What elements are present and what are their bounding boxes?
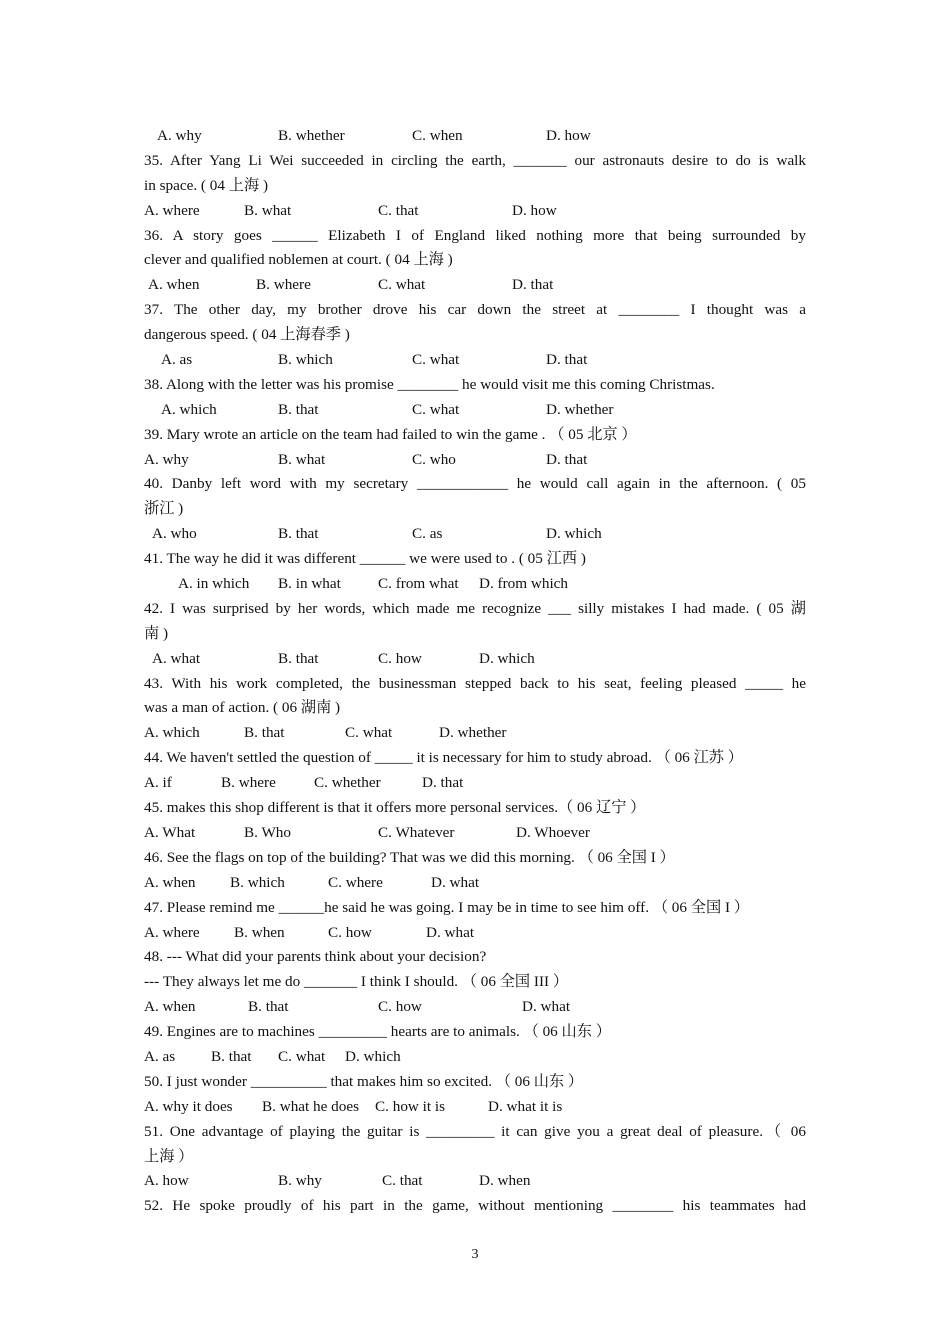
- answer-option: C. what: [378, 276, 426, 294]
- answer-option: C. from what: [378, 575, 459, 593]
- answer-option: C. what: [278, 1047, 326, 1065]
- question-text-line: 44. We haven't settled the question of _____ it is necessary for him to study abroad. （ 06 江苏 ）: [144, 749, 743, 767]
- answer-option: D. what: [522, 998, 571, 1016]
- question-text-line: in space. ( 04 上海 ): [144, 176, 268, 194]
- answer-options: [144, 721, 806, 746]
- answer-option: C. where: [328, 873, 383, 891]
- answer-option: D. how: [512, 201, 557, 219]
- answer-options: [144, 448, 806, 473]
- answer-option: A. when: [148, 276, 200, 294]
- answer-option: C. when: [412, 127, 463, 144]
- answer-option: B. in what: [278, 575, 341, 593]
- answer-option: B. why: [278, 1172, 322, 1190]
- answer-options: [144, 1045, 806, 1070]
- question-text-line: 38. Along with the letter was his promise ________ he would visit me this coming Christmas.: [144, 375, 715, 393]
- answer-options: [144, 1169, 806, 1194]
- answer-option: D. when: [479, 1172, 531, 1190]
- answer-option: A. when: [144, 873, 196, 891]
- answer-option: C. that: [378, 201, 419, 219]
- answer-option: C. how: [328, 923, 372, 941]
- answer-options: [144, 871, 806, 896]
- answer-options: [144, 348, 806, 373]
- question-list: [144, 124, 806, 1219]
- answer-option: B. where: [256, 276, 311, 294]
- answer-option: B. that: [248, 998, 289, 1016]
- answer-option: A. why: [157, 127, 202, 144]
- answer-option: A. how: [144, 1172, 189, 1190]
- answer-option: A. what: [152, 649, 201, 667]
- answer-option: A. which: [161, 400, 217, 418]
- page-number: 3: [471, 1247, 479, 1262]
- answer-option: C. who: [412, 450, 456, 468]
- answer-option: D. that: [546, 450, 588, 468]
- answer-option: A. What: [144, 823, 196, 841]
- question-text-line: 36. A story goes ______ Elizabeth I of England liked nothing more that being surrounded by: [144, 226, 806, 244]
- question-text-line: --- They always let me do _______ I think I should. （ 06 全国 III ）: [144, 973, 569, 991]
- question-text-line: 52. He spoke proudly of his part in the game, without mentioning ________ his teammates had: [144, 1197, 806, 1215]
- answer-option: D. that: [422, 774, 464, 792]
- answer-option: B. which: [278, 351, 333, 369]
- answer-option: D. that: [546, 351, 588, 369]
- answer-option: A. when: [144, 998, 196, 1016]
- answer-option: A. where: [144, 923, 200, 941]
- answer-option: A. where: [144, 201, 200, 219]
- question-text-line: 37. The other day, my brother drove his car down the street at ________ I thought was a: [144, 301, 806, 319]
- question-text-line: 35. After Yang Li Wei succeeded in circling the earth, _______ our astronauts desire to do is walk: [144, 151, 806, 169]
- answer-option: C. how: [378, 649, 422, 667]
- answer-option: C. what: [412, 351, 460, 369]
- answer-option: B. Who: [244, 823, 291, 841]
- answer-option: D. Whoever: [516, 823, 590, 841]
- question-text-line: 50. I just wonder __________ that makes him so excited. （ 06 山东 ）: [144, 1072, 584, 1090]
- question-text-line: 上海 ）: [144, 1147, 194, 1165]
- answer-option: D. what: [426, 923, 475, 941]
- answer-option: B. what: [278, 450, 326, 468]
- answer-option: A. why: [144, 450, 189, 468]
- answer-option: A. as: [144, 1047, 176, 1065]
- question-text-line: 49. Engines are to machines _________ hearts are to animals. （ 06 山东 ）: [144, 1023, 611, 1041]
- answer-option: B. that: [278, 400, 319, 418]
- answer-options: [144, 821, 806, 846]
- question-text-line: 47. Please remind me ______he said he was going. I may be in time to see him off. （ 06 全国 I ）: [144, 898, 750, 916]
- answer-option: C. how: [378, 998, 422, 1016]
- question-text-line: 40. Danby left word with my secretary ____________ he would call again in the afternoon. ( 05: [144, 475, 806, 493]
- answer-option: C. whether: [314, 774, 381, 792]
- answer-options: [144, 1095, 806, 1120]
- answer-option: B. what: [244, 201, 292, 219]
- answer-option: D. which: [546, 525, 602, 543]
- answer-options: [144, 647, 806, 672]
- answer-option: B. that: [278, 649, 319, 667]
- answer-option: C. how it is: [375, 1097, 446, 1115]
- question-text-line: 45. makes this shop different is that it offers more personal services.（ 06 辽宁 ）: [144, 799, 646, 817]
- answer-options: [144, 398, 806, 423]
- question-text-line: 46. See the flags on top of the building? That was we did this morning. （ 06 全国 I ）: [144, 848, 675, 866]
- question-text-line: 39. Mary wrote an article on the team had failed to win the game . （ 05 北京 ）: [144, 425, 637, 443]
- question-text-line: clever and qualified noblemen at court. ( 04 上海 ): [144, 251, 453, 269]
- answer-options: [144, 921, 806, 946]
- answer-option: C. as: [412, 525, 443, 543]
- question-text-line: 41. The way he did it was different ______ we were used to . ( 05 江西 ): [144, 550, 586, 568]
- answer-option: D. what it is: [488, 1097, 563, 1115]
- answer-option: D. whether: [546, 400, 614, 418]
- answer-options: [144, 572, 806, 597]
- answer-option: B. what he does: [262, 1097, 360, 1115]
- answer-option: D. how: [546, 127, 591, 144]
- question-text-line: was a man of action. ( 06 湖南 ): [144, 699, 341, 717]
- answer-option: B. whether: [278, 127, 345, 144]
- answer-options: [144, 273, 806, 298]
- answer-options: [144, 995, 806, 1020]
- question-text-line: 43. With his work completed, the businessman stepped back to his seat, feeling pleased _____ he: [144, 674, 806, 692]
- answer-options: [144, 199, 806, 224]
- answer-option: C. what: [412, 400, 460, 418]
- answer-option: C. that: [382, 1172, 423, 1190]
- answer-option: D. that: [512, 276, 554, 294]
- question-text-line: 48. --- What did your parents think about your decision?: [144, 948, 487, 966]
- question-text-line: 浙江 ): [144, 500, 184, 518]
- answer-option: D. from which: [479, 575, 568, 593]
- answer-option: C. what: [345, 724, 393, 742]
- answer-options: [144, 522, 806, 547]
- answer-option: A. as: [161, 351, 193, 369]
- answer-options: [144, 771, 806, 796]
- answer-option: D. what: [431, 873, 480, 891]
- question-text-line: 42. I was surprised by her words, which made me recognize ___ silly mistakes I had made. ( 05 湖: [144, 599, 806, 617]
- answer-option: B. which: [230, 873, 285, 891]
- answer-option: A. who: [152, 525, 197, 543]
- answer-option: A. which: [144, 724, 200, 742]
- answer-option: C. Whatever: [378, 823, 455, 841]
- answer-option: B. where: [221, 774, 276, 792]
- answer-option: B. that: [278, 525, 319, 543]
- question-text-line: 51. One advantage of playing the guitar is _________ it can give you a great deal of pleasure.（ 06: [144, 1122, 806, 1140]
- question-text-line: 南 ): [144, 624, 169, 642]
- answer-option: B. that: [244, 724, 285, 742]
- answer-option: A. in which: [178, 575, 250, 593]
- answer-option: A. why it does: [144, 1097, 233, 1115]
- answer-option: D. which: [345, 1047, 401, 1065]
- answer-option: B. that: [211, 1047, 252, 1065]
- answer-option: A. if: [144, 774, 172, 792]
- answer-option: B. when: [234, 923, 285, 941]
- answer-options: [144, 124, 806, 149]
- answer-option: D. which: [479, 649, 535, 667]
- answer-option: D. whether: [439, 724, 507, 742]
- question-text-line: dangerous speed. ( 04 上海春季 ): [144, 326, 350, 344]
